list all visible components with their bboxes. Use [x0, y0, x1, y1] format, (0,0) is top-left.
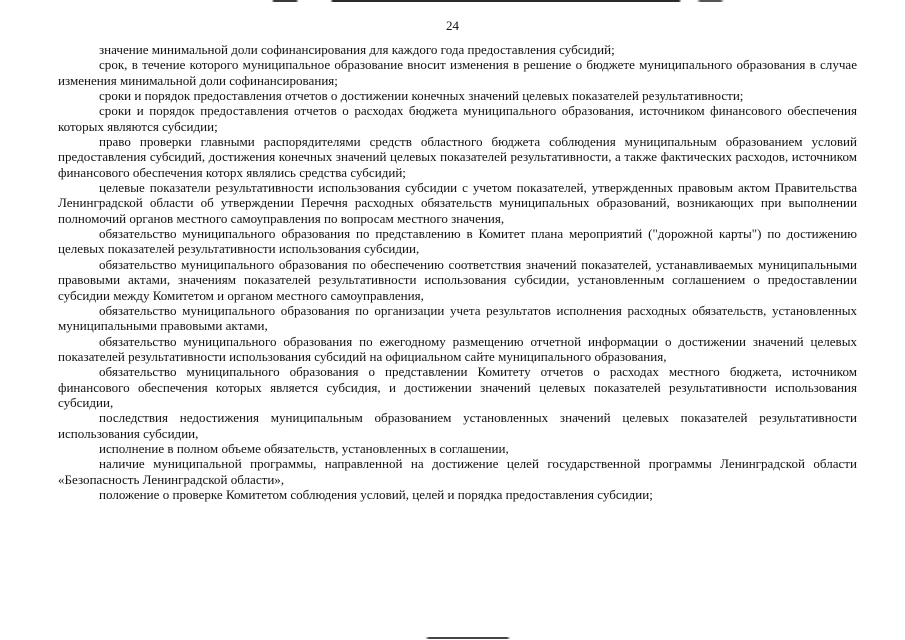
- paragraph-full-performance: исполнение в полном объеме обязательств, установленных в соглашении,: [99, 440, 509, 456]
- paragraph-committee-inspection: положение о проверке Комитетом соблюдения условий, целей и порядка предоставления субсидии;: [99, 486, 653, 502]
- scan-top-edge: [0, 0, 905, 2]
- paragraph-indicator-compliance: обязательство муниципального образования по обеспечению соответствия значений показателей, устанавливаемых муниципальными правовыми актами, значениям показателей результативности использования субсидии, установленным соглашением о предоставлении субсидии между Комитетом и органом местного самоуправления,: [58, 256, 857, 303]
- paragraph-result-report-terms: сроки и порядок предоставления отчетов о достижении конечных значений целевых показателей результативности;: [99, 88, 744, 104]
- paragraph-roadmap-obligation: обязательство муниципального образования по представлению в Комитет плана мероприятий ("дорожной карты") по достижению целевых показателей результативности использования субсидии,: [58, 226, 857, 257]
- paragraph-expense-report-terms: сроки и порядок предоставления отчетов о расходах бюджета муниципального образования, источником финансового обеспечения которых являются субсидии;: [58, 103, 857, 134]
- paragraph-budget-change-term: срок, в течение которого муниципальное образование вносит изменения в решение о бюджете муниципального образования в случае изменения минимальной доли софинансирования;: [58, 57, 857, 88]
- page-number: 24: [446, 18, 459, 33]
- paragraph-accounting-obligation: обязательство муниципального образования по организации учета результатов исполнения расходных обязательств, установленных муниципальными правовыми актами,: [58, 302, 857, 334]
- paragraph-municipal-program: наличие муниципальной программы, направленной на достижение целей государственной программы Ленинградской области «Безопасность Ленинградской области»,: [58, 456, 857, 487]
- paragraph-target-indicators: целевые показатели результативности использования субсидии с учетом показателей, утвержденных правовым актом Правительства Ленинградской области об утверждении Перечня расходных обязательств муниципальных образований, возникающих при выполнении полномочий органов местного самоуправления по вопросам местного значения,: [58, 180, 857, 226]
- paragraph-report-obligation: обязательство муниципального образования о представлении Комитету отчетов о расходах местного бюджета, источником финансового обеспечения которых является субсидия, и достижении значений целевых показателей результативности использования субсидии,: [58, 364, 857, 410]
- document-body: [58, 42, 857, 502]
- paragraph-publication-obligation: обязательство муниципального образования по ежегодному размещению отчетной информации о достижении значений целевых показателей результативности использования субсидий на официальном сайте муниципального образования,: [58, 333, 857, 364]
- paragraph-min-cofinancing-share: значение минимальной доли софинансирования для каждого года предоставления субсидий;: [99, 42, 615, 57]
- scan-bottom-edge: [0, 637, 905, 639]
- paragraph-non-achievement-consequences: последствия недостижения муниципальным образованием установленных значений целевых показателей результативности использования субсидии,: [58, 410, 857, 441]
- paragraph-inspection-right: право проверки главными распорядителями средств областного бюджета соблюдения муниципальным образованием условий предоставления субсидий, достижения конечных значений целевых показателей результативности, а также фактических расходов, источником финансового обеспечения которх являлись средства субсидий;: [58, 134, 857, 180]
